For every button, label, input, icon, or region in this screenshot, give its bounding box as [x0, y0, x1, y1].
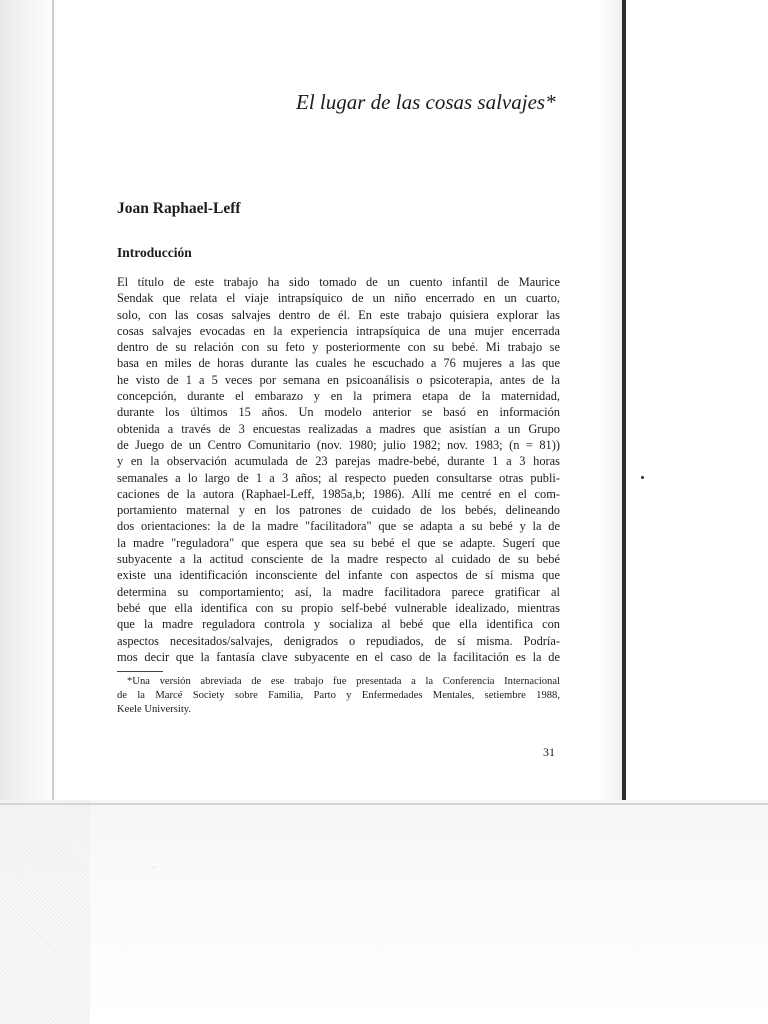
body-paragraph [117, 274, 560, 665]
body-line: caciones de la autora (Raphael-Leff, 1985a,b; 1986). Allí me centré en el com- [117, 486, 560, 501]
scan-right-edge [622, 0, 626, 808]
body-line: concepción, durante el embarazo y en la primera etapa de la maternidad, [117, 389, 560, 404]
footnote-line: *Una versión abreviada de ese trabajo fue presentada a la Conferencia Internacional [127, 676, 560, 687]
scan-left-shadow [0, 0, 58, 810]
body-line: durante los últimos 15 años. Un modelo anterior se basó en información [117, 405, 560, 420]
scan-left-edge [52, 0, 54, 805]
section-heading: Introducción [117, 245, 192, 260]
body-line: he visto de 1 a 5 veces por semana en psicoanálisis o psicoterapia, antes de la [117, 372, 560, 387]
body-line: mos decir que la fantasía clave subyacente en el caso de la facilitación es la de [117, 649, 560, 664]
page-number: 31 [543, 745, 555, 759]
body-line: obtenida a través de 3 encuestas realizadas a madres que asistían a un Grupo [117, 421, 560, 436]
body-line: dentro de su relación con su feto y posteriormente con su bebé. Mi trabajo se [117, 340, 560, 355]
body-line: de Juego de un Centro Comunitario (nov. 1980; julio 1982; nov. 1983; (n = 81)) [117, 437, 560, 452]
body-line: subyacente a la actitud consciente de la madre respecto al cuidado de su bebé [117, 552, 560, 567]
body-line: dos orientaciones: la de la madre "facilitadora" que se adapta a su bebé y la de [117, 519, 560, 534]
body-line: determina su comportamiento; así, la madre facilitadora parece gratificar al [117, 584, 560, 599]
body-line: aspectos necesitados/salvajes, denigrados o repudiados, de sí misma. Podría- [117, 633, 560, 648]
body-line: Sendak que relata el viaje intrapsíquico de un niño encerrado en un cuarto, [117, 291, 560, 306]
footnote-line: Keele University. [117, 704, 192, 716]
body-line: solo, con las cosas salvajes dentro de él. En este trabajo quisiera explorar las [117, 307, 560, 322]
footnote-rule [117, 671, 163, 672]
body-line: bebé que ella identifica con su propio self-bebé vulnerable idealizado, mientras [117, 600, 560, 615]
body-line: cosas salvajes evocadas en la experiencia intrapsíquica de una mujer encerrada [117, 323, 560, 338]
body-line: la madre "reguladora" que espera que sea su bebé el que se adapte. Sugerí que [117, 535, 560, 550]
footnote [117, 675, 560, 718]
footnote-line: de la Marcé Society sobre Familia, Parto y Enfermedades Mentales, setiembre 1988, [117, 690, 560, 702]
scan-bottom-left-noise [0, 800, 90, 1024]
body-line: existe una identificación inconsciente del infante con aspectos de sí misma que [117, 568, 560, 583]
scan-speck [641, 476, 644, 479]
scan-bottom-edge [0, 803, 768, 805]
body-line: que la madre reguladora controla y socializa al bebé que ella identifica con [117, 617, 560, 632]
body-line: El título de este trabajo ha sido tomado de un cuento infantil de Maurice [117, 275, 560, 289]
body-line: semanales a lo largo de 1 a 3 años; al respecto pueden consultarse otras publi- [117, 470, 560, 485]
page-title: El lugar de las cosas salvajes* [296, 90, 556, 114]
body-line: portamiento maternal y en los patrones de cuidado de los bebés, delineando [117, 503, 560, 518]
scan-bottom-area [0, 800, 768, 1024]
author-name: Joan Raphael-Leff [117, 200, 241, 217]
body-line: y en la observación acumulada de 23 parejas madre-bebé, durante 1 a 3 horas [117, 454, 560, 469]
body-line: basa en miles de horas durante las cuales he escuchado a 76 mujeres a las que [117, 356, 560, 371]
